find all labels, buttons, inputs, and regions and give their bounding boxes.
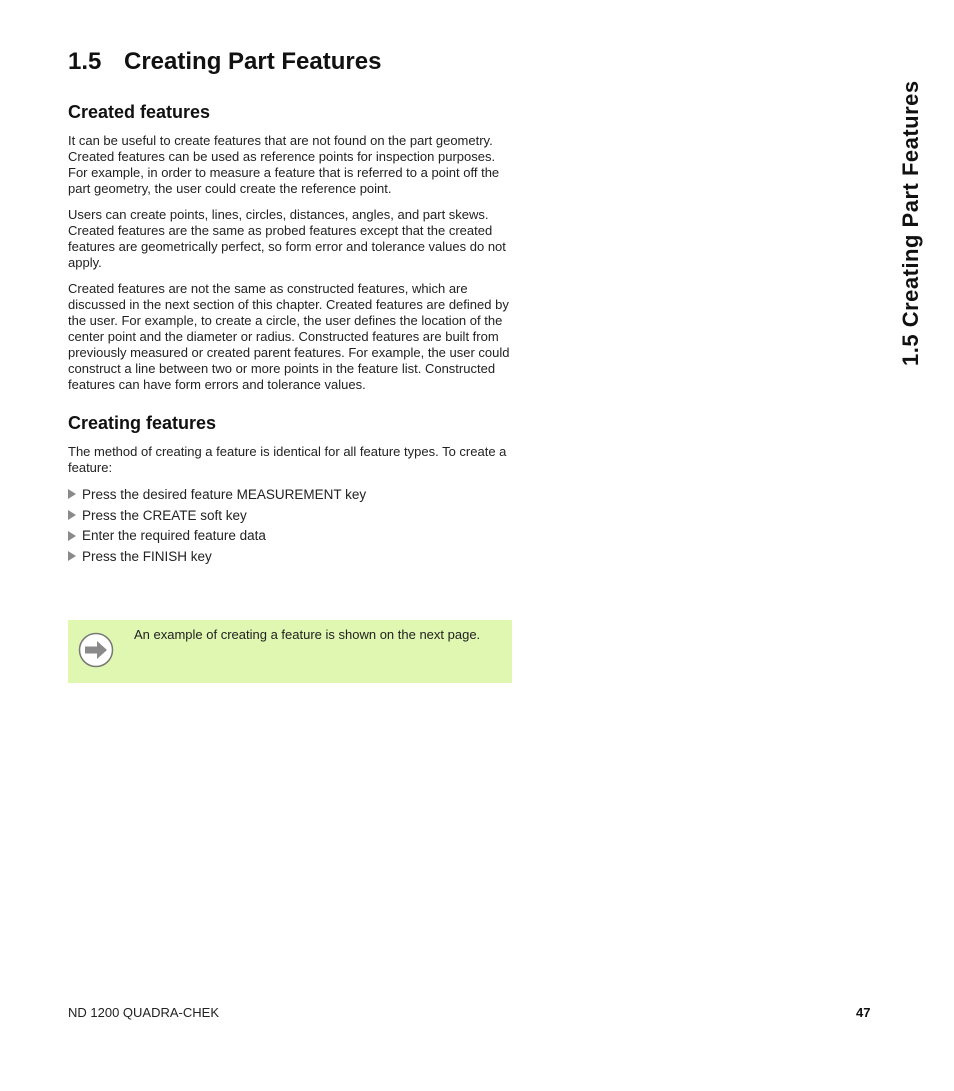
paragraph: The method of creating a feature is identical for all feature types. To create a feature: [68,444,507,475]
bullet-triangle-icon [68,510,76,520]
footer-product: ND 1200 QUADRA-CHEK [68,1005,219,1020]
chapter-title-text: Creating Part Features [124,48,382,75]
page-number: 47 [856,1005,871,1020]
section-heading-creating: Creating features [68,413,217,433]
bullet-triangle-icon [68,551,76,561]
page-content [68,44,512,567]
step-text: Enter the required feature data [82,528,266,544]
note-text: An example of creating a feature is shown on the next page. [134,627,481,642]
list-item [68,546,512,567]
list-item [68,484,512,505]
side-chapter-title: 1.5 Creating Part Features [898,80,923,366]
note-box [68,620,512,683]
step-text: Press the CREATE soft key [82,507,247,523]
step-text: Press the desired feature MEASUREMENT key [82,486,367,502]
paragraph: It can be useful to create features that are not found on the part geometry. Created features can be used as reference points for inspection purposes. For example, in order to measure a feature that is referred to a point off the part geometry, the user could create the reference point. [68,133,500,196]
step-text: Press the FINISH key [82,548,212,564]
chapter-title [68,44,512,80]
bullet-triangle-icon [68,531,76,541]
section-heading-created: Created features [68,102,211,122]
paragraph: Created features are not the same as constructed features, which are discussed in the next section of this chapter. Created features are defined by the user. For example, to create a circle, the user defines the location of the center point and the diameter or radius. Constructed features are built from previously measured or created parent features. For example, the user could construct a line between two or more points in the feature list. Constructed features can have form errors and tolerance values. [68,281,510,392]
list-item [68,505,512,526]
chapter-number: 1.5 [68,48,102,75]
bullet-triangle-icon [68,489,76,499]
step-list [68,484,512,567]
paragraph: Users can create points, lines, circles, distances, angles, and part skews. Created features are the same as probed features except that the created features are geometrically perfect, so form error and tolerance values do not apply. [68,207,506,270]
arrow-right-icon [78,632,114,668]
list-item [68,525,512,546]
